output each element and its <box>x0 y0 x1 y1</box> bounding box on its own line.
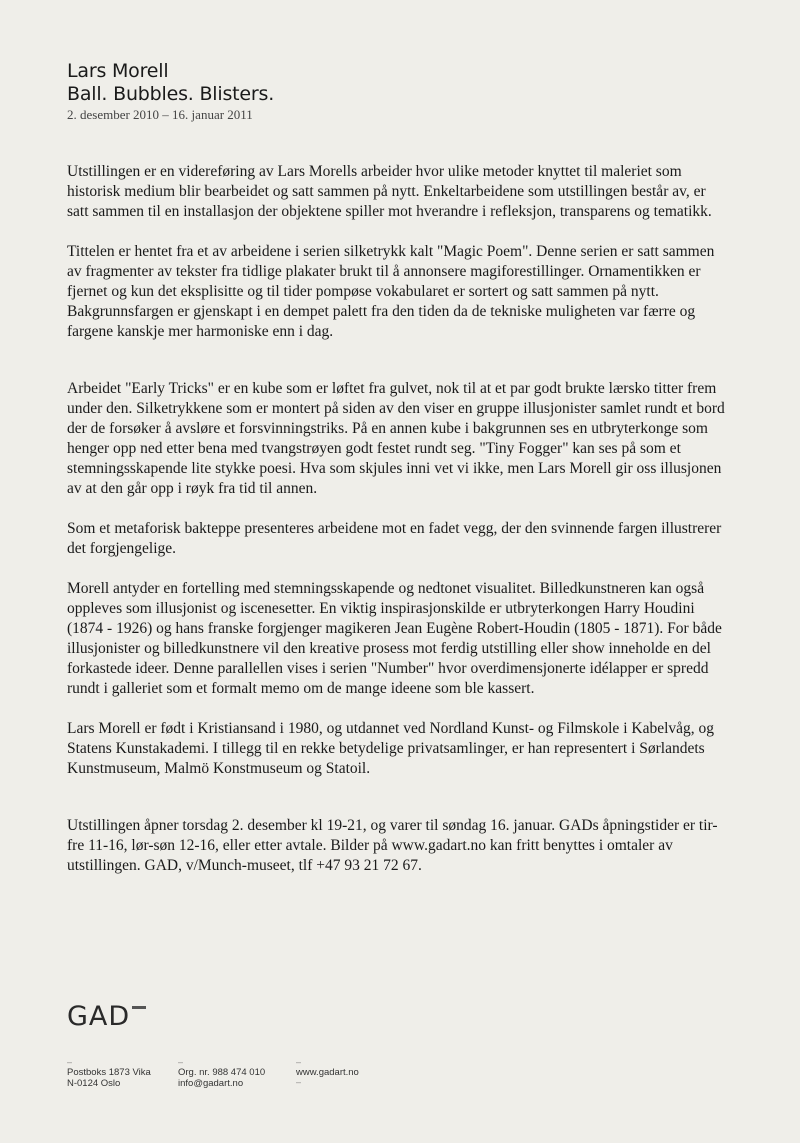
paragraph-title-origin: Tittelen er hentet fra et av arbeidene i serien silketrykk kalt "Magic Poem". Denne serien er satt sammen av fragmenter av tekster fra tidlige plakater brukt til å annonsere magiforestillinger. Ornamentikken er fjernet og kun det eksplisitte og til tider pompøse vokabularet er sortert og satt sammen på nytt. Bakgrunnsfargen er gjenskapt i en dempet palett fra den tiden da de tekniske muligheten var færre og fargene kanskje mer harmoniske enn i dag. <box>67 243 715 340</box>
footer-dash: – <box>296 1077 302 1087</box>
press-release-body <box>67 162 727 876</box>
paragraph-biography: Lars Morell er født i Kristiansand i 1980, og utdannet ved Nordland Kunst- og Filmskole i Kabelvåg, og Statens Kunstakademi. I tillegg til en rekke betydelige privatsamlinger, er han representert i Sørlandets Kunstmuseum, Malmö Konstmuseum og Statoil. <box>67 720 715 777</box>
footer-dash: – <box>296 1057 302 1067</box>
paragraph-narrative: Morell antyder en fortelling med stemningsskapende og nedtonet visualitet. Billedkunstneren kan også oppleves som illusjonist og iscenesetter. En viktig inspirasjonskilde er utbryterkongen Harry Houdini (1874 - 1926) og hans franske forgjenger magikeren Jean Eugène Robert-Houdin (1805 - 1871). For både illusjonister og billedkunstnere vil den kreative prosess mot ferdig utstilling eller show inneholde en del forkastede ideer. Denne parallellen vises i serien "Number" hvor overdimensjonerte idélapper er spredd rundt i galleriet som et formalt memo om de mange ideene som ble kassert. <box>67 580 722 697</box>
footer-address <box>67 1058 177 1089</box>
org-number: Org. nr. 988 474 010 <box>178 1067 266 1078</box>
letter-header <box>67 60 274 123</box>
address-line-2: N-0124 Oslo <box>67 1078 121 1089</box>
paragraph-intro: Utstillingen er en videreføring av Lars Morells arbeider hvor ulike metoder knyttet til maleriet som historisk medium blir bearbeidet og satt sammen på nytt. Enkeltarbeidene som utstillingen består av, er satt sammen til en installasjon der objektene spiller mot hverandre i refleksjon, transparens og tematikk. <box>67 163 712 220</box>
footer-web <box>296 1058 406 1087</box>
paragraph-early-tricks: Arbeidet "Early Tricks" er en kube som er løftet fra gulvet, nok til at et par godt brukte lærsko titter frem under den. Silketrykkene som er montert på siden av den viser en gruppe illusjonister samlet rundt et bord der de forsøker å avsløre et forsvinningstriks. På en annen kube i bakgrunnen ses en utbryterkonge som henger opp ned etter bena med tvangstrøyen godt festet rundt seg. "Tiny Fogger" kan ses på som et stemningsskapende lite stykke poesi. Hva som skjules inni vet vi ikke, men Lars Morell gir oss illusjonen av at den går opp i røyk fra tid til annen. <box>67 380 725 497</box>
address-line-1: Postboks 1873 Vika <box>67 1067 151 1078</box>
footer-dash: – <box>67 1057 73 1067</box>
exhibition-dates: 2. desember 2010 – 16. januar 2011 <box>67 107 253 122</box>
gad-logo: GAD <box>67 1001 131 1032</box>
logo-accent-bar <box>132 1006 146 1009</box>
artist-name: Lars Morell <box>67 60 169 82</box>
footer-org <box>178 1058 288 1089</box>
footer-dash: – <box>178 1057 184 1067</box>
email-link[interactable]: info@gadart.no <box>178 1078 244 1089</box>
website-link[interactable]: www.gadart.no <box>296 1067 359 1078</box>
paragraph-opening-info: Utstillingen åpner torsdag 2. desember kl 19-21, og varer til søndag 16. januar. GADs åpningstider er tir-fre 11-16, lør-søn 12-16, eller etter avtale. Bilder på www.gadart.no kan fritt benyttes i omtaler av utstillingen. GAD, v/Munch-museet, tlf +47 93 21 72 67. <box>67 817 718 874</box>
paragraph-backdrop: Som et metaforisk bakteppe presenteres arbeidene mot en fadet vegg, der den svinnende fargen illustrerer det forgjengelige. <box>67 520 722 557</box>
exhibition-title: Ball. Bubbles. Blisters. <box>67 83 275 105</box>
